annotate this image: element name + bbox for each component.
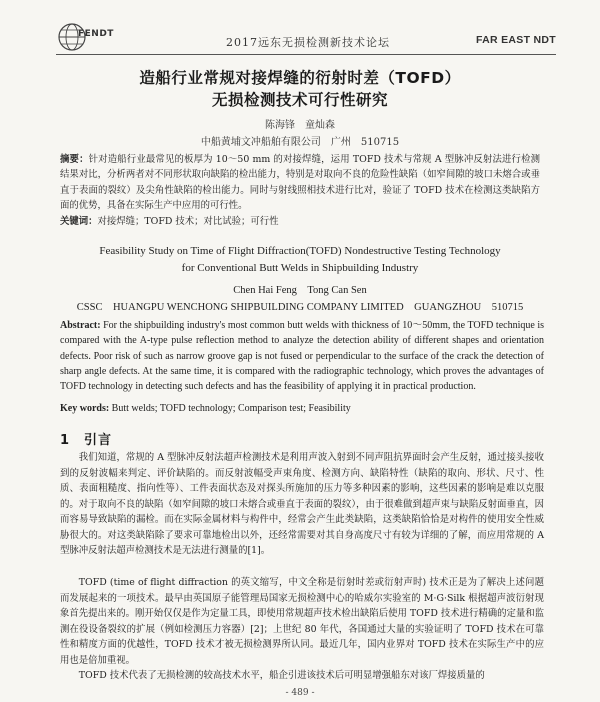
keywords-cn-label: 关键词： [60,216,98,227]
abstract-en-text: For the shipbuilding industry's most common butt welds with thickness of 10～50mm, the TOFD technique is compared with the A-type pulse reflection method to analyze the detection ability of different shapes and orientation defects. Poor risk of such as narrow groove gap is not fused or perpendicular to the surface of the crack the detection of sharp angle defects. At the same time, it is compared with the radiographic technology, which proves the advantages of TOFD technology in detecting such defects and has the feasibility of applying it in practical production. [60,320,545,393]
body-paragraph-1: 我们知道，常规的 A 型脉冲反射法超声检测技术是利用声波入射到不同声阻抗界面时会产生反射，通过接头接收到的反射波幅来判定、评价缺陷的。而反射波幅受声束角度、检测方向、缺陷特性（缺陷的取向、形状、尺寸、性质、表面粗糙度、指向性等）、工件表面状态及对探头所施加的压力等多种因素的影响，这些因素的影响是难以克服的。对于取向不良的缺陷（如窄间隙的坡口未熔合或垂直于表面的裂纹），由于很难做到超声束与缺陷反射面垂直，因而容易导致缺陷的漏检。而在实际金属材料与构件中，经常会产生此类缺陷，这类缺陷恰恰是对构件的使用安全性威胁很大的。对这类缺陷除了要求可靠地检出以外，还经常需要对其自身高度尺寸有较为详细的了解，而应用常规的 A 型脉冲反射法超声检测技术是无法进行测量的[1]。 [60,452,544,556]
paper-title-en-line2: for Conventional Butt Welds in Shipbuilding Industry [181,262,419,274]
journal-title-cn: 2017远东无损检测新技术论坛 [226,36,390,49]
logo-text: FENDT [78,29,114,39]
abstract-en-label: Abstract: [60,320,101,331]
abstract-cn-text: 针对造船行业最常见的板厚为 10～50 mm 的对接焊缝，运用 TOFD 技术与常规 A 型脉冲反射法进行检测结果对比，分析两者对不同形状取向缺陷的检出能力，特别是对取向不良的危险性缺陷（如窄间隙的坡口未熔合或垂直于表面的裂纹）及尖角性缺陷的检出能力。同时与射线照相技术进行比对，验证了 TOFD 技术在检测这类缺陷方面的优势，具备在实际生产中应用的可行性。 [60,154,540,211]
authors-cn: 陈海锋 童灿森 [265,120,335,131]
paper-title-en-line1: Feasibility Study on Time of Flight Diffraction(TOFD) Nondestructive Testing Technology [99,245,501,257]
paper-title-cn-line1: 造船行业常规对接焊缝的衍射时差（TOFD） [139,69,461,87]
keywords-cn [60,214,540,229]
keywords-cn-text: 对接焊缝；TOFD 技术；对比试验；可行性 [97,216,279,227]
paper-title-cn-line2: 无损检测技术可行性研究 [211,91,388,109]
keywords-en [60,401,544,416]
page-number: - 489 - [285,688,315,698]
affiliation-en: CSSC HUANGPU WENCHONG SHIPBUILDING COMPANY LIMITED GUANGZHOU 510715 [76,302,524,313]
section-heading-introduction: 1 引言 [60,433,113,448]
abstract-cn-label: 摘要： [60,154,89,165]
running-header [56,26,556,55]
body-paragraph-3: TOFD 技术代表了无损检测的较高技术水平，船企引进该技术后可明显增强船东对该厂焊接质量的 [78,670,485,681]
abstract-en [60,318,544,394]
affiliation-cn: 中船黄埔文冲船舶有限公司 广州 510715 [200,137,400,148]
authors-en: Chen Hai Feng Tong Can Sen [233,285,367,296]
keywords-en-text: Butt welds; TOFD technology; Comparison test; Feasibility [111,403,351,414]
journal-title-en: FAR EAST NDT [475,34,556,46]
keywords-en-label: Key words: [60,403,110,414]
body-paragraph-2: TOFD (time of flight diffraction 的英文缩写，中文全称是衍射时差或衍射声时) 技术正是为了解决上述问题而发展起来的一项技术。最早由英国原子能管理局国家无损检测中心的哈威尔实验室的 M·G·Silk 根据超声波衍射现象首先提出来的。刚开始仅仅是作为定量工具，即使用常规超声技术检出缺陷后使用 TOFD 技术进行精确的定量和监测在役设备裂纹的扩展（例如检测压力容器）[2]；上世纪 80 年代，各国通过大量的实验证明了 TOFD 技术在可靠性和精度方面的优越性，TOFD 技术才被无损检测界所认同。最近几年，国内业界对 TOFD 技术在实际生产中的应用也是倍加重视。 [60,577,544,666]
abstract-cn [60,152,540,213]
journal-logo [56,22,126,52]
